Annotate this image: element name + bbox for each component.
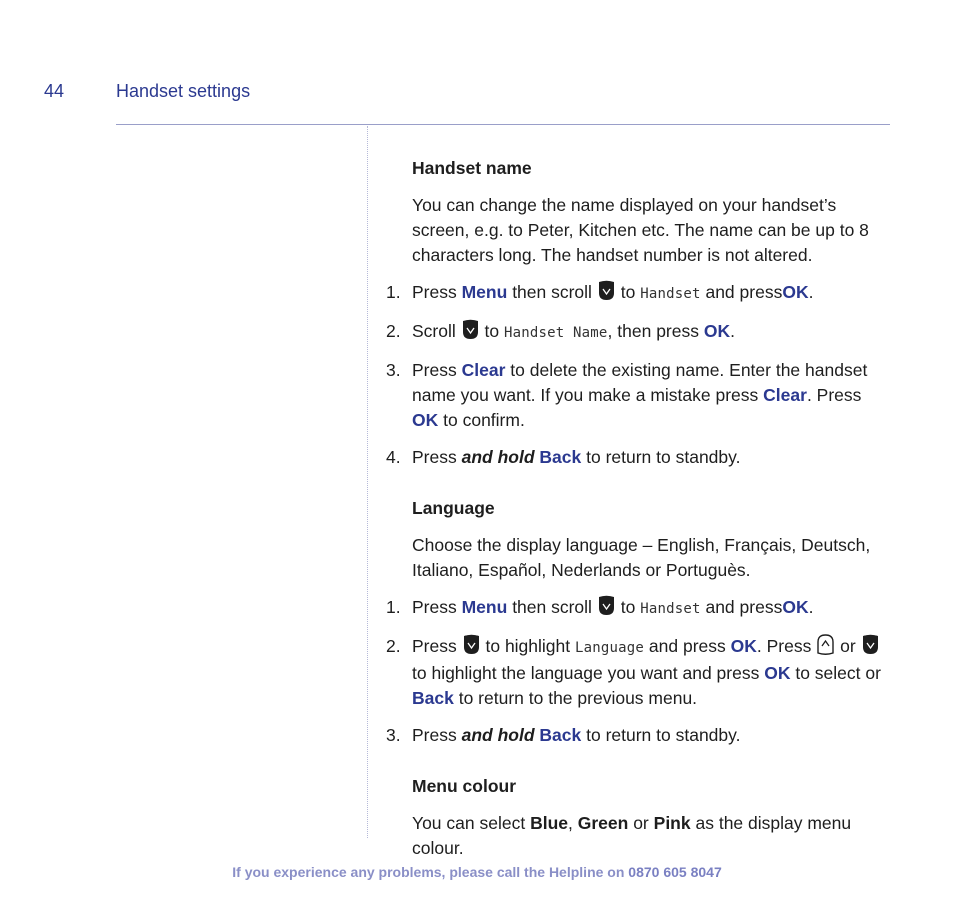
ok-key-label: OK: [782, 597, 809, 617]
scroll-down-icon: [463, 634, 480, 655]
clear-key-label: Clear: [763, 385, 807, 405]
ok-key-label: OK: [412, 410, 439, 430]
list-item: 2. Press to highlight Language and press OK. Press or to highlight the language you want and press OK to select or Back to return to the previous menu.: [386, 636, 881, 708]
language-steps: [386, 595, 888, 748]
display-text: Handset Name: [504, 325, 608, 341]
ok-key-label: OK: [703, 321, 731, 341]
handset-name-intro: You can change the name displayed on your handset’s screen, e.g. to Peter, Kitchen etc. The name can be up to 8 characters long. The handset number is not altered.: [412, 195, 869, 265]
list-item: 2. Scroll to Handset Name, then press OK.: [386, 321, 735, 341]
menu-colour-text: You can select Blue, Green or Pink as the display menu colour.: [412, 813, 852, 858]
scroll-down-icon: [862, 634, 879, 655]
display-text: Language: [575, 640, 645, 656]
handset-name-steps: [386, 280, 888, 470]
clear-key-label: Clear: [461, 360, 506, 380]
display-text: Handset: [640, 286, 701, 302]
scroll-down-icon: [598, 595, 615, 616]
scroll-down-icon: [598, 280, 615, 301]
menu-key-label: Menu: [461, 597, 508, 617]
helpline-number: 0870 605 8047: [628, 864, 722, 880]
display-text: Handset: [640, 601, 701, 617]
list-item: 3. Press Clear to delete the existing name. Enter the handset name you want. If you make a mistake press Clear. Press OK to confirm.: [386, 360, 868, 430]
header-divider: [116, 124, 890, 125]
scroll-up-icon: [817, 634, 834, 655]
list-item: 4. Press and hold Back to return to standby.: [386, 447, 741, 467]
menu-colour-heading: Menu colour: [412, 776, 517, 796]
scroll-down-icon: [462, 319, 479, 340]
back-key-label: Back: [412, 688, 454, 708]
main-content: [386, 156, 888, 861]
section-title: Handset settings: [116, 81, 251, 101]
list-item: 1. Press Menu then scroll to Handset and pressOK.: [386, 597, 814, 617]
list-item: 1. Press Menu then scroll to Handset and pressOK.: [386, 282, 814, 302]
ok-key-label: OK: [764, 663, 791, 683]
ok-key-label: OK: [730, 636, 757, 656]
column-divider: [367, 126, 368, 838]
ok-key-label: OK: [782, 282, 809, 302]
handset-name-heading: Handset name: [412, 158, 532, 178]
back-key-label: Back: [539, 447, 582, 467]
list-item: 3. Press and hold Back to return to standby.: [386, 725, 741, 745]
back-key-label: Back: [539, 725, 582, 745]
language-heading: Language: [412, 498, 495, 518]
page-number: 44: [44, 81, 65, 101]
language-intro: Choose the display language – English, Français, Deutsch, Italiano, Español, Nederlands or Portuguès.: [412, 535, 871, 580]
helpline-footer: If you experience any problems, please call the Helpline on 0870 605 8047: [232, 864, 722, 880]
menu-key-label: Menu: [461, 282, 508, 302]
